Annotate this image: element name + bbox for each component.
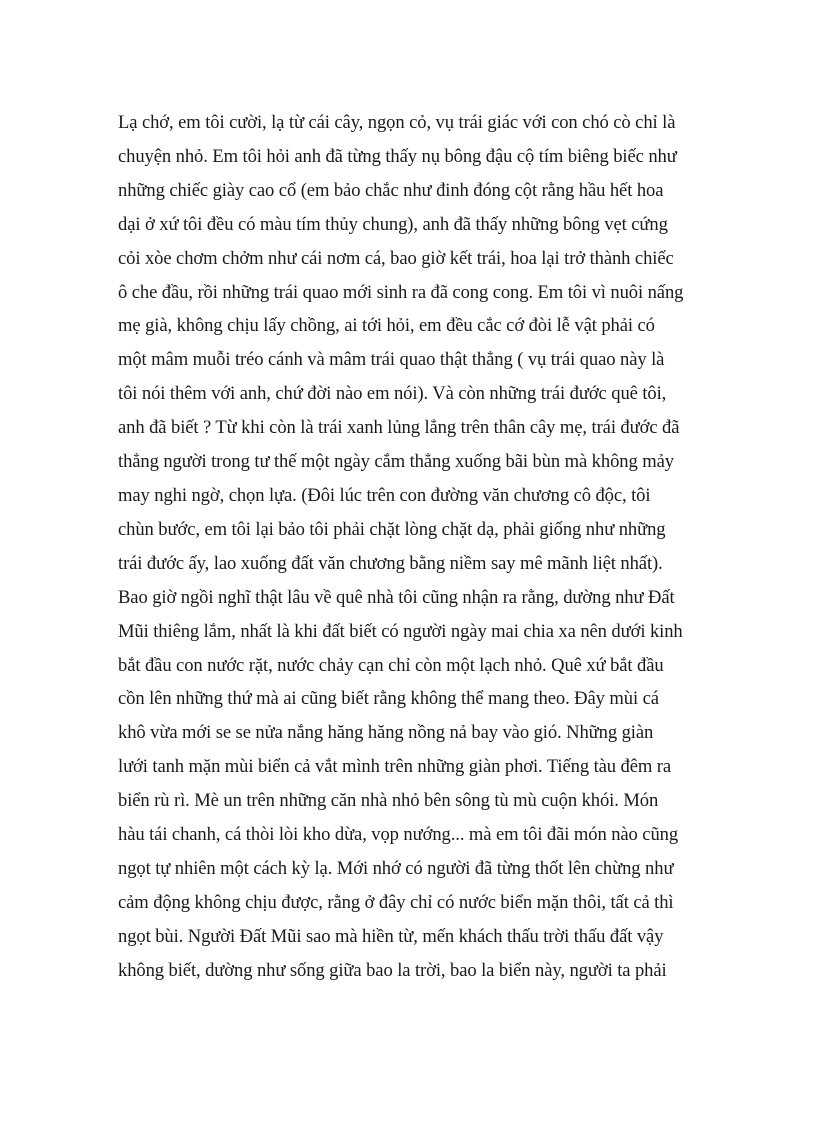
text-line-15: Bao giờ ngồi nghĩ thật lâu về quê nhà tôi cũng nhận ra rằng, dường như Đất xyxy=(118,586,675,608)
text-line-24: cảm động không chịu được, rằng ở đây chỉ có nước biển mặn thôi, tất cả thì xyxy=(118,891,674,913)
text-line-14: trái đước ấy, lao xuống đất văn chương bằng niềm say mê mãnh liệt nhất). xyxy=(118,552,663,574)
text-line-17: bắt đầu con nước rặt, nước chảy cạn chỉ còn một lạch nhỏ. Quê xứ bắt đầu xyxy=(118,654,664,676)
text-line-2: chuyện nhỏ. Em tôi hỏi anh đã từng thấy nụ bông đậu cộ tím biêng biếc như xyxy=(118,145,677,167)
text-line-1: Lạ chớ, em tôi cười, lạ từ cái cây, ngọn cỏ, vụ trái giác với con chó cò chỉ là xyxy=(118,112,676,133)
text-line-9: tôi nói thêm với anh, chứ đời nào em nói). Và còn những trái đước quê tôi, xyxy=(118,383,667,405)
text-line-19: khô vừa mới se se nửa nắng hăng hăng nồng nả bay vào gió. Những giàn xyxy=(118,722,654,744)
text-line-6: ô che đầu, rồi những trái quao mới sinh ra đã cong cong. Em tôi vì nuôi nấng xyxy=(118,281,684,303)
text-line-7: mẹ già, không chịu lấy chồng, ai tới hỏi, em đều cắc cớ đòi lễ vật phải có xyxy=(118,315,655,337)
text-line-20: lưới tanh mặn mùi biển cả vắt mình trên những giàn phơi. Tiếng tàu đêm ra xyxy=(118,756,672,778)
text-line-13: chùn bước, em tôi lại bảo tôi phải chặt lòng chặt dạ, phải giống như những xyxy=(118,518,666,540)
text-line-4: dại ở xứ tôi đều có màu tím thủy chung), anh đã thấy những bông vẹt cứng xyxy=(118,213,668,235)
text-line-25: ngọt bùi. Người Đất Mũi sao mà hiền từ, mến khách thấu trời thấu đất vậy xyxy=(118,925,664,947)
text-line-10: anh đã biết ? Từ khi còn là trái xanh lủng lẳng trên thân cây mẹ, trái đước đã xyxy=(118,417,680,439)
text-line-23: ngọt tự nhiên một cách kỳ lạ. Mới nhớ có người đã từng thốt lên chừng như xyxy=(118,857,674,879)
text-line-26: không biết, dường như sống giữa bao la trời, bao la biển này, người ta phải xyxy=(118,959,667,981)
text-line-21: biển rù rì. Mè un trên những căn nhà nhỏ bên sông tù mù cuộn khói. Món xyxy=(118,790,659,812)
text-line-22: hàu tái chanh, cá thòi lòi kho dừa, vọp nướng... mà em tôi đãi món nào cũng xyxy=(118,824,679,846)
text-line-8: một mâm muỗi tréo cánh và mâm trái quao thật thẳng ( vụ trái quao này là xyxy=(118,349,665,371)
body-paragraph xyxy=(118,106,703,988)
text-line-18: cồn lên những thứ mà ai cũng biết rằng không thể mang theo. Đây mùi cá xyxy=(118,688,659,710)
text-line-5: cỏi xòe chơm chởm như cái nơm cá, bao giờ kết trái, hoa lại trở thành chiếc xyxy=(118,247,674,269)
text-line-11: thẳng người trong tư thế một ngày cắm thẳng xuống bãi bùn mà không mảy xyxy=(118,451,674,473)
text-line-16: Mũi thiêng lắm, nhất là khi đất biết có người ngày mai chia xa nên dưới kinh xyxy=(118,620,683,642)
text-line-3: những chiếc giày cao cổ (em bảo chắc như đinh đóng cột rằng hầu hết hoa xyxy=(118,179,664,201)
text-line-12: may nghi ngờ, chọn lựa. (Đôi lúc trên con đường văn chương cô độc, tôi xyxy=(118,484,651,506)
